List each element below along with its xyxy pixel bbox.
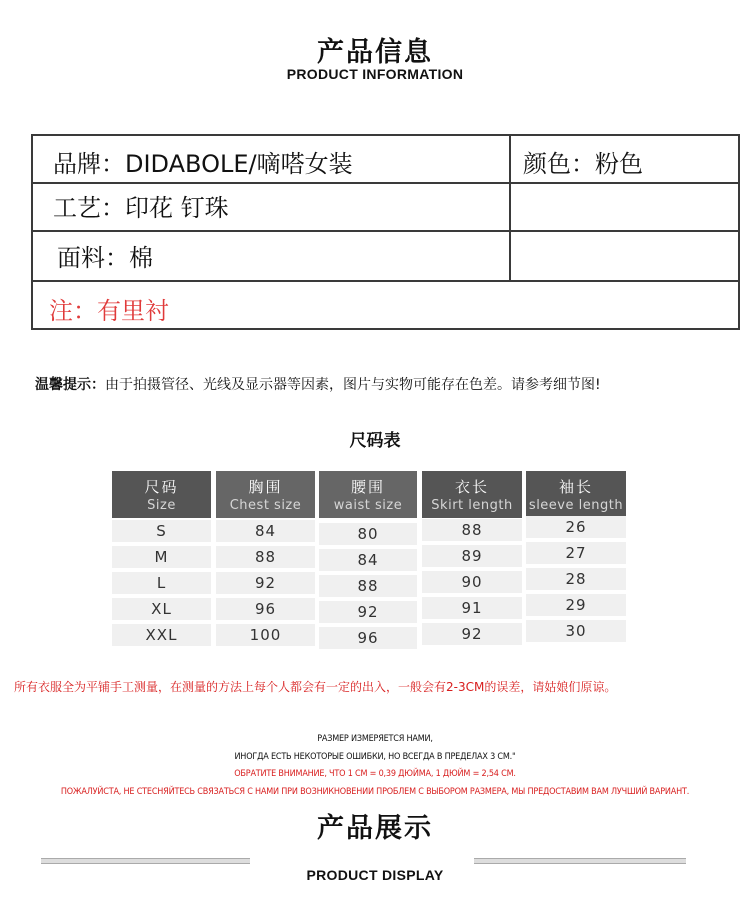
- russian-note-3: ОБРАТИТЕ ВНИМАНИЕ, ЧТО 1 СМ = 0,39 ДЮЙМА, 1 ДЮЙМ = 2,54 СМ.: [234, 769, 516, 779]
- chest-header: [216, 471, 315, 518]
- product-info-table: [31, 134, 740, 330]
- table-divider: [33, 230, 738, 232]
- lining-text: 注：有里衬: [49, 297, 169, 325]
- table-cell: 28: [526, 568, 626, 590]
- table-cell: 96: [319, 627, 417, 649]
- table-divider: [509, 136, 511, 280]
- table-cell: M: [112, 546, 211, 568]
- table-cell: 92: [422, 623, 522, 645]
- table-cell: S: [112, 520, 211, 542]
- craft-text: 工艺：印花 钉珠: [53, 194, 229, 222]
- table-cell: 84: [216, 520, 315, 542]
- table-cell: 88: [216, 546, 315, 568]
- table-cell: 27: [526, 542, 626, 564]
- brand-text: 品牌：DIDABOLE/嘀嗒女装: [53, 150, 353, 178]
- product-info-title: 产品信息: [317, 37, 433, 68]
- table-divider: [33, 182, 738, 184]
- size-chart-table: [112, 471, 626, 649]
- table-cell: 29: [526, 594, 626, 616]
- size-header: [112, 471, 211, 518]
- header-cn: 腰围: [350, 478, 385, 496]
- table-cell: 84: [319, 549, 417, 571]
- tip-text: 由于拍摄管径、光线及显示器等因素，图片与实物可能存在色差。请参考细节图!: [105, 377, 601, 393]
- tip-label: 温馨提示：: [35, 377, 105, 393]
- header-en: Size: [147, 498, 176, 513]
- table-divider: [33, 280, 738, 282]
- table-cell: XXL: [112, 624, 211, 646]
- color-tip: [35, 374, 601, 394]
- header-cn: 袖长: [558, 478, 593, 496]
- header-cn: 胸围: [248, 478, 283, 496]
- table-cell: L: [112, 572, 211, 594]
- decor-bar-left: [41, 858, 250, 864]
- header-cn: 尺码: [144, 478, 179, 496]
- table-cell: 80: [319, 523, 417, 545]
- table-cell: 26: [526, 516, 626, 538]
- header-en: sleeve length: [528, 498, 624, 513]
- table-cell: 96: [216, 598, 315, 620]
- table-cell: 91: [422, 597, 522, 619]
- table-cell: 88: [319, 575, 417, 597]
- table-cell: 89: [422, 545, 522, 567]
- decor-bar-right: [474, 858, 686, 864]
- table-cell: 30: [526, 620, 626, 642]
- table-cell: 100: [216, 624, 315, 646]
- header-en: waist size: [333, 498, 403, 513]
- color-text: 颜色：粉色: [523, 150, 643, 178]
- length-header: [422, 471, 522, 518]
- table-cell: 92: [216, 572, 315, 594]
- header-en: Skirt length: [431, 498, 513, 513]
- table-cell: 90: [422, 571, 522, 593]
- size-chart-title: 尺码表: [349, 431, 401, 451]
- russian-note-1: РАЗМЕР ИЗМЕРЯЕТСЯ НАМИ,: [317, 734, 433, 744]
- sleeve-header: [526, 471, 626, 518]
- product-display-title: 产品展示: [317, 813, 433, 844]
- header-en: Chest size: [229, 498, 302, 513]
- measure-note: 所有衣服全为平铺手工测量，在测量的方法上每个人都会有一定的出入，一般会有2-3CM的误差，请姑娘们原谅。: [14, 680, 617, 694]
- russian-note-4: ПОЖАЛУЙСТА, НЕ СТЕСНЯЙТЕСЬ СВЯЗАТЬСЯ С НАМИ ПРИ ВОЗНИКНОВЕНИИ ПРОБЛЕМ С ВЫБОРОМ РАЗМЕРА, МЫ ПРЕДОСТАВИМ ВАМ ЛУЧШИЙ ВАРИАНТ.: [60, 787, 690, 797]
- product-display-subtitle: PRODUCT DISPLAY: [306, 867, 444, 883]
- table-cell: XL: [112, 598, 211, 620]
- table-cell: 92: [319, 601, 417, 623]
- fabric-text: 面料：棉: [57, 244, 153, 272]
- product-info-subtitle: PRODUCT INFORMATION: [286, 66, 464, 82]
- table-cell: 88: [422, 519, 522, 541]
- waist-header: [319, 471, 417, 518]
- russian-note-2: ИНОГДА ЕСТЬ НЕКОТОРЫЕ ОШИБКИ, НО ВСЕГДА В ПРЕДЕЛАХ 3 СМ.": [234, 752, 516, 762]
- header-cn: 衣长: [454, 478, 489, 496]
